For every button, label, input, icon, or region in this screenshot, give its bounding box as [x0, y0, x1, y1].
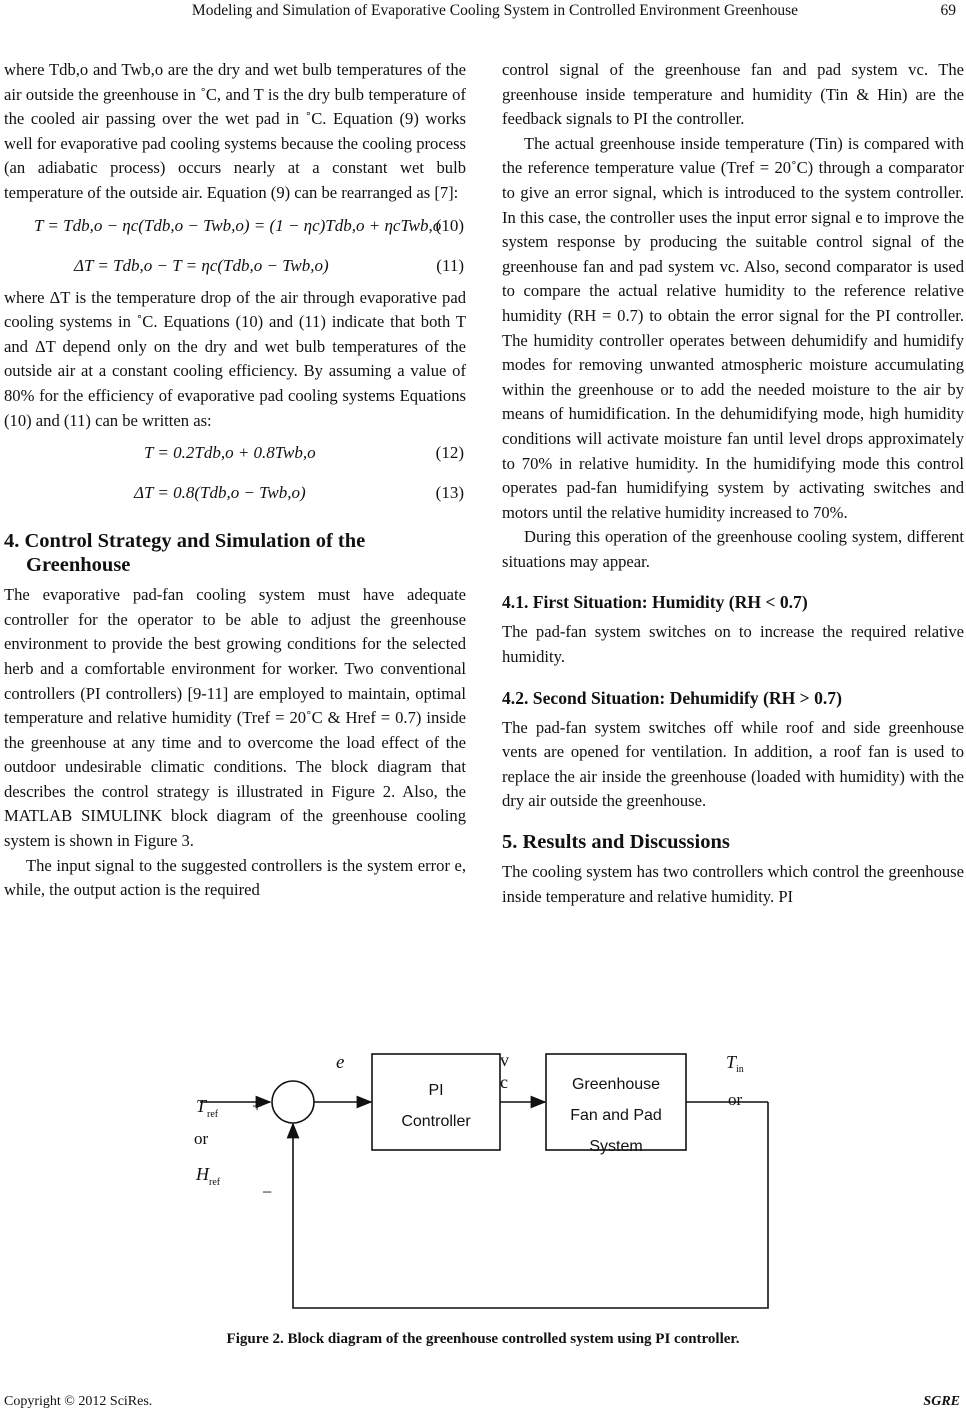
equation-number: (10) [435, 215, 464, 235]
equation-number: (11) [436, 255, 464, 275]
equation-body: ΔT = Tdb,o − T = ηc(Tdb,o − Twb,o) [74, 255, 329, 275]
pi-controller-block [372, 1054, 500, 1150]
tin-label: T [726, 1052, 737, 1072]
minus-sign: − [262, 1182, 273, 1202]
equation-body: ΔT = 0.8(Tdb,o − Twb,o) [134, 483, 306, 503]
heading-line: Greenhouse [26, 554, 131, 577]
equation-11 [4, 246, 466, 286]
heading-line: 4. Control Strategy and Simulation of the [4, 530, 366, 553]
href-label: H [196, 1164, 209, 1184]
figure-caption: Figure 2. Block diagram of the greenhouse controlled system using PI controller. [226, 1331, 740, 1347]
summing-junction [272, 1081, 314, 1123]
vc-label-v: v [500, 1050, 509, 1070]
or-label-input: or [194, 1129, 209, 1148]
equation-number: (12) [435, 443, 464, 463]
page-number: 69 [940, 2, 956, 19]
right-column [502, 58, 964, 909]
pi-label-line1: PI [428, 1082, 444, 1099]
equation-body: T = Tdb,o − ηc(Tdb,o − Twb,o) = (1 − ηc)Tdb,o + ηcTwb,o [34, 215, 442, 235]
paragraph: The evaporative pad-fan cooling system must have adequate controller for the operator to be able to adjust the greenhouse environment to provide the best growing conditions for the selected herb and a comfortable environment for worker. Two conventional controllers (PI controllers) [9-11] are employed to maintain, optimal temperature and relative humidity (Tref = 20˚C & Href = 0.7) inside the greenhouse at any time and to overcome the load effect of the outdoor undesirable climatic conditions. The block diagram that describes the control strategy is illustrated in Figure 2. Also, the MATLAB SIMULINK block diagram of the greenhouse cooling system is shown in Figure 3. [4, 585, 466, 851]
copyright: Copyright © 2012 SciRes. [4, 1394, 153, 1409]
pi-label-line2: Controller [401, 1113, 471, 1130]
href-subscript: ref [209, 1177, 221, 1188]
gh-label-line3: System [589, 1138, 643, 1155]
tref-label: T [196, 1096, 207, 1116]
vc-label-c: c [500, 1072, 508, 1092]
running-header [0, 2, 966, 26]
paragraph: The pad-fan system switches off while roof and side greenhouse vents are opened for ventilation. In addition, a roof fan is used to replace the air inside the greenhouse (loaded with humidity) with the dry air outside the greenhouse. [502, 717, 964, 811]
section-heading-5: 5. Results and Discussions [502, 831, 730, 854]
equation-number: (13) [435, 483, 464, 503]
tref-subscript: ref [207, 1109, 219, 1120]
tin-subscript: in [736, 1064, 744, 1075]
running-title: Modeling and Simulation of Evaporative Cooling System in Controlled Environment Greenhouse [191, 2, 799, 19]
greenhouse-block [546, 1054, 686, 1150]
or-label-output: or [728, 1090, 743, 1109]
gh-label-line2: Fan and Pad [570, 1107, 662, 1124]
section-heading-4 [4, 529, 466, 577]
plus-sign: + [252, 1096, 263, 1116]
subsection-heading-4-2: 4.2. Second Situation: Dehumidify (RH > 0.7) [502, 687, 842, 708]
paragraph: where Tdb,o and Twb,o are the dry and wet bulb temperatures of the air outside the greenhouse in ˚C, and T is the dry bulb temperature of the cooled air passing over the wet pad in ˚C. Equation (9) works well for evaporative pad cooling systems because the cooling process (an adiabatic process) occurs nearly at a constant wet bulb temperature of the outside air. Equation (9) can be rearranged as [7]: [4, 60, 466, 202]
equation-13 [4, 473, 466, 513]
paragraph: control signal of the greenhouse fan and pad system vc. The greenhouse inside temperature and humidity (Tin & Hin) are the feedback signals to PI the controller. [502, 60, 964, 129]
paragraph: where ΔT is the temperature drop of the air through evaporative pad cooling systems in ˚C. Equations (10) and (11) indicate that both T and ΔT depend only on the dry and wet bulb temperatures of the outside air at a constant cooling efficiency. By assuming a value of 80% for the efficiency of evaporative pad cooling systems Equations (10) and (11) can be written as: [4, 287, 466, 430]
gh-label-line1: Greenhouse [571, 1076, 661, 1093]
error-label: e [336, 1052, 345, 1073]
paragraph: During this operation of the greenhouse cooling system, different situations may appear. [502, 527, 964, 571]
block-diagram [150, 1040, 810, 1320]
paragraph: The pad-fan system switches on to increase the required relative humidity. [502, 622, 964, 667]
paragraph: The actual greenhouse inside temperature (Tin) is compared with the reference temperature value (Tref = 20˚C) through a comparator to give an error signal, which is introduced to the system controller. In this case, the controller uses the input error signal e to improve the system response by producing the suitable control signal of the greenhouse fan and pad system vc. Also, second comparator is used to compare the actual relative humidity to the reference relative humidity (RH = 0.7) to obtain the error signal for the PI controller. The humidity controller operates between dehumidify and humidify modes for removing unwanted atmospheric moisture accumulating within the greenhouse or to add the needed moisture to the air by means of humidification. In the dehumidifying mode, high humidity conditions will activate moisture fan until level drops approximately to 70% in relative humidity. In the humidifying mode this control operates pad-fan humidifying system by activating switches and motors until the relative humidity increased to 70%. [502, 133, 964, 522]
feedback-path [293, 1102, 768, 1308]
left-column [4, 58, 466, 903]
equation-10 [4, 206, 466, 246]
subsection-heading-4-1: 4.1. First Situation: Humidity (RH < 0.7) [502, 592, 808, 613]
paragraph: The cooling system has two controllers which control the greenhouse inside temperature and relative humidity. PI [502, 862, 964, 906]
equation-12 [4, 433, 466, 473]
equation-body: T = 0.2Tdb,o + 0.8Twb,o [144, 443, 316, 463]
journal-abbrev: SGRE [923, 1394, 960, 1409]
paragraph: The input signal to the suggested controllers is the system error e, while, the output action is the required [4, 855, 466, 900]
